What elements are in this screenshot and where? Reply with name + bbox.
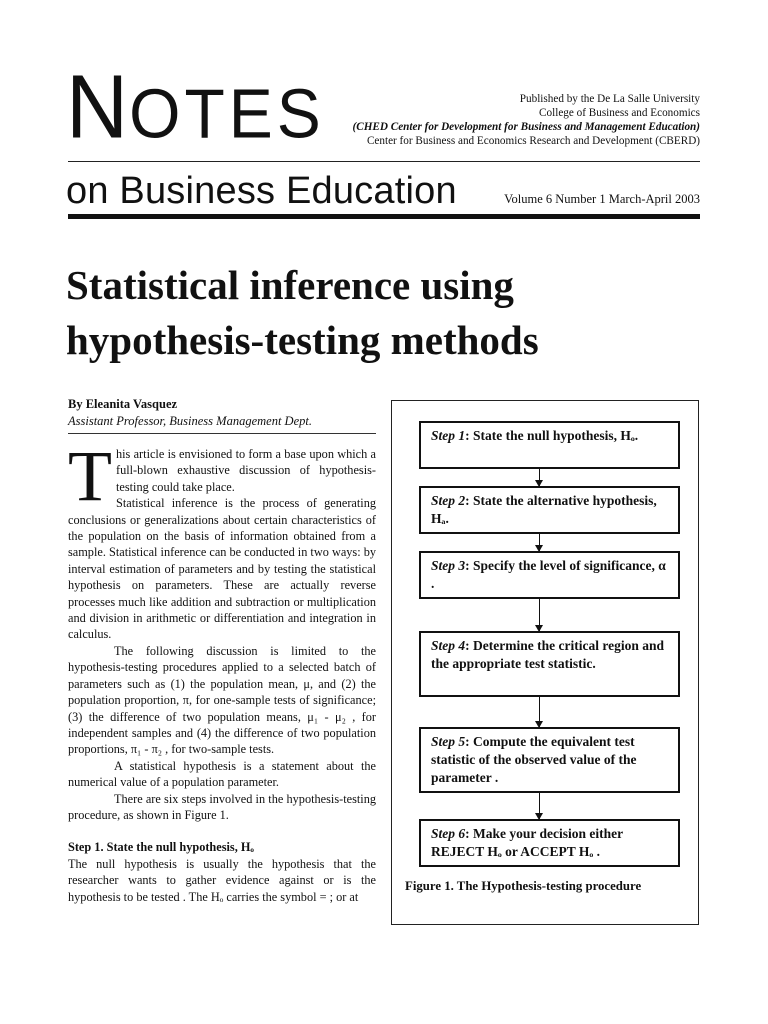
publisher-line-3: (CHED Center for Development for Business and Management Education)	[352, 121, 700, 133]
paragraph-6: The null hypothesis is usually the hypothesis that the researcher wants to gather evidence against or is the hypothesis to be tested . The Hₒ carries the symbol = ; or at	[68, 856, 376, 904]
issue-info: Volume 6 Number 1 March-April 2003	[504, 192, 700, 206]
paragraph-intro	[68, 436, 376, 516]
step-3-number: Step 3	[431, 558, 466, 573]
step-5-number: Step 5	[431, 734, 466, 749]
author-affiliation: Assistant Professor, Business Management Dept.	[68, 414, 312, 428]
arrow-2-3	[539, 534, 540, 551]
step-3-box	[419, 551, 680, 599]
arrow-1-2	[539, 469, 540, 486]
masthead-thick-rule	[68, 214, 700, 219]
masthead-notes-first: N	[66, 56, 130, 158]
step-2-text: : State the alternative hypothesis, Hₐ.	[431, 493, 657, 526]
author: By Eleanita Vasquez	[68, 397, 178, 411]
byline-divider	[68, 433, 376, 434]
step-1-heading: Step 1. State the null hypothesis, Hₒ	[68, 840, 254, 855]
masthead-title	[66, 56, 325, 158]
publisher-info	[320, 92, 700, 148]
step-4-box	[419, 631, 680, 697]
figure-1-flowchart	[391, 400, 699, 925]
paragraph-4: A statistical hypothesis is a statement about the numerical value of a population parameter.	[68, 758, 376, 790]
paragraph-1-text: his article is envisioned to form a base upon which a full-blown exhaustive discussion of hypothesis-testing could take place.	[115, 447, 376, 494]
masthead-subtitle: on Business Education	[66, 170, 457, 212]
step-1-text: : State the null hypothesis, Hₒ.	[465, 428, 639, 443]
publisher-line-4: Center for Business and Economics Research and Development (CBERD)	[366, 135, 700, 147]
step-4-number: Step 4	[431, 638, 466, 653]
step-2-number: Step 2	[431, 493, 466, 508]
paragraph-5: There are six steps involved in the hypothesis-testing procedure, as shown in Figure 1.	[68, 791, 376, 822]
publisher-line-1: Published by the De La Salle University	[519, 93, 700, 105]
arrow-5-6	[539, 793, 540, 819]
figure-caption: Figure 1. The Hypothesis-testing procedure	[405, 879, 642, 893]
publisher-line-2: College of Business and Economics	[539, 107, 700, 119]
step-6-text: : Make your decision either REJECT Hₒ or ACCEPT Hₒ .	[431, 826, 623, 859]
arrow-4-5	[539, 697, 540, 727]
step-6-box	[419, 819, 680, 867]
paragraph-3: The following discussion is limited to the hypothesis-testing procedures applied to a selected batch of parameters such as (1) the population mean, μ, and (2) the population proportion, π, for one-sample tests of significance; (3) the difference of two population means, μ₁ - μ₂ , for independent samples and (4) the difference of two population proportions, π₁ - π₂ , for two-sample tests.	[68, 643, 376, 757]
drop-cap: T	[68, 436, 112, 516]
step-5-text: : Compute the equivalent test statistic of the observed value of the parameter .	[431, 734, 637, 785]
step-4-text: : Determine the critical region and the appropriate test statistic.	[431, 638, 664, 671]
masthead-notes-rest: OTES	[129, 74, 325, 153]
paragraph-2: Statistical inference is the process of generating conclusions or generalizations about certain characteristics of the population on the basis of information obtained from a sample. Statistical inference can be conducted in two ways: by interval estimation of parameters and by testing the statistical hypothesis on parameters. These are actually reverse processes much like addition and subtraction or multiplication and division in arithmetic or differentiation and integration in calculus.	[68, 496, 377, 642]
step-5-box	[419, 727, 680, 793]
step-6-number: Step 6	[431, 826, 466, 841]
masthead-rule	[68, 161, 700, 162]
step-3-text: : Specify the level of significance, α .	[431, 558, 666, 591]
arrow-3-4	[539, 599, 540, 631]
step-1-box	[419, 421, 680, 469]
article-title: Statistical inference using hypothesis-testing methods	[66, 262, 539, 363]
step-2-box	[419, 486, 680, 534]
article-body	[68, 436, 377, 905]
step-1-number: Step 1	[431, 428, 466, 443]
